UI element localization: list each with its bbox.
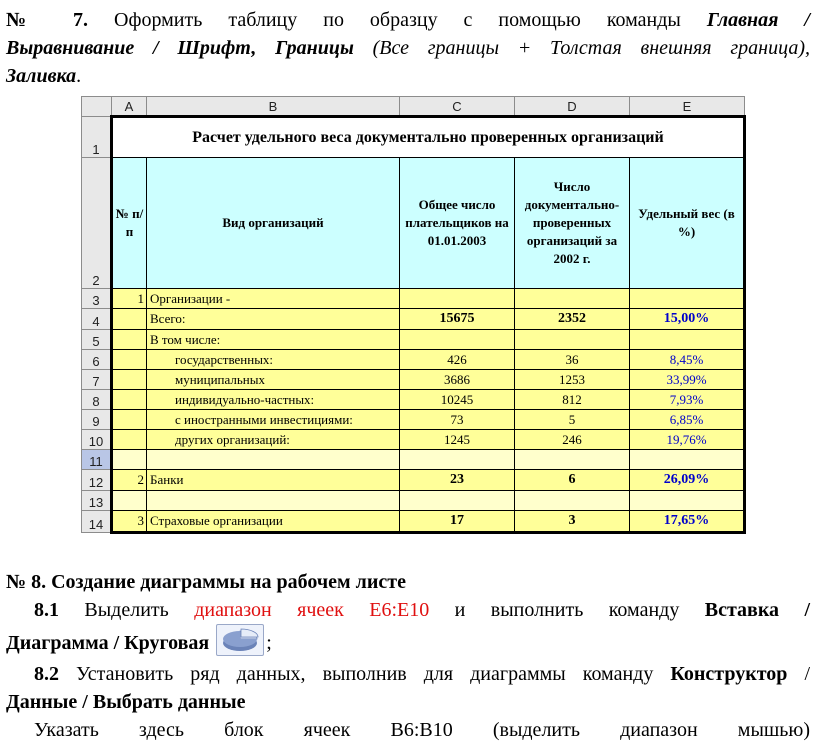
cell[interactable]: 15675: [400, 309, 515, 330]
cell[interactable]: [112, 430, 147, 450]
header-cell-number[interactable]: № п/п: [112, 158, 147, 289]
cell[interactable]: [630, 289, 745, 309]
cell[interactable]: 23: [400, 470, 515, 491]
cell[interactable]: 3: [515, 511, 630, 533]
cell[interactable]: 7,93%: [630, 390, 745, 410]
cell[interactable]: 812: [515, 390, 630, 410]
task7-cmd-align: Выравнивание / Шрифт, Границы: [6, 37, 354, 59]
step-8-1-number: 8.1: [34, 599, 59, 621]
cell[interactable]: 2: [112, 470, 147, 491]
cell[interactable]: В том числе:: [147, 330, 400, 350]
cell[interactable]: 1: [112, 289, 147, 309]
cell[interactable]: 26,09%: [630, 470, 745, 491]
cell[interactable]: 246: [515, 430, 630, 450]
table-row: [82, 330, 745, 350]
cell-range-highlight: диапазон ячеек Е6:Е10: [194, 599, 430, 621]
column-header-b[interactable]: B: [147, 97, 400, 117]
header-cell-total[interactable]: Общее число плательщиков на 01.01.2003: [400, 158, 515, 289]
cell[interactable]: [400, 289, 515, 309]
cell[interactable]: 17: [400, 511, 515, 533]
cell[interactable]: [630, 450, 745, 470]
cell[interactable]: с иностранными инвестициями:: [147, 410, 400, 430]
step-8-2-number: 8.2: [34, 663, 59, 685]
cell[interactable]: 73: [400, 410, 515, 430]
step-8-1-cmd-insert: Вставка /: [704, 599, 810, 621]
cell[interactable]: [112, 370, 147, 390]
row-header[interactable]: 6: [82, 350, 112, 370]
spreadsheet-table: [81, 96, 746, 534]
column-header-a[interactable]: A: [112, 97, 147, 117]
cell[interactable]: Всего:: [147, 309, 400, 330]
cell[interactable]: 8,45%: [630, 350, 745, 370]
cell[interactable]: [515, 289, 630, 309]
cell[interactable]: [400, 491, 515, 511]
column-header-c[interactable]: C: [400, 97, 515, 117]
cell[interactable]: 426: [400, 350, 515, 370]
cell[interactable]: Банки: [147, 470, 400, 491]
row-header[interactable]: 7: [82, 370, 112, 390]
cell[interactable]: индивидуально-частных:: [147, 390, 400, 410]
cell[interactable]: [147, 450, 400, 470]
row-header[interactable]: 2: [82, 158, 112, 289]
cell[interactable]: [112, 450, 147, 470]
table-row: [82, 450, 745, 470]
pie-chart-icon: [216, 624, 264, 656]
cell[interactable]: [515, 491, 630, 511]
table-row: [82, 370, 745, 390]
cell[interactable]: Организации -: [147, 289, 400, 309]
step-8-3-text: Указать здесь блок ячеек В6:В10 (выделить диапазон мышью): [34, 719, 810, 741]
cell[interactable]: 19,76%: [630, 430, 745, 450]
row-header[interactable]: 4: [82, 309, 112, 330]
task7-cmd-home: Главная /: [706, 9, 810, 31]
cell[interactable]: [112, 330, 147, 350]
header-cell-type[interactable]: Вид организаций: [147, 158, 400, 289]
column-header-e[interactable]: E: [630, 97, 745, 117]
row-header[interactable]: 1: [82, 117, 112, 158]
cell[interactable]: 17,65%: [630, 511, 745, 533]
row-header[interactable]: 5: [82, 330, 112, 350]
cell[interactable]: 3: [112, 511, 147, 533]
header-cell-checked[interactable]: Число документально-проверенных организаций за 2002 г.: [515, 158, 630, 289]
cell[interactable]: [400, 330, 515, 350]
task7-text: Оформить таблицу по образцу с помощью команды: [88, 9, 707, 31]
cell[interactable]: 6,85%: [630, 410, 745, 430]
table-row: [82, 430, 745, 450]
cell[interactable]: 36: [515, 350, 630, 370]
cell[interactable]: [630, 491, 745, 511]
cell[interactable]: 6: [515, 470, 630, 491]
cell[interactable]: 33,99%: [630, 370, 745, 390]
cell[interactable]: муниципальных: [147, 370, 400, 390]
cell[interactable]: [147, 491, 400, 511]
row-header[interactable]: 8: [82, 390, 112, 410]
task7-number: № 7.: [6, 9, 89, 31]
cell[interactable]: Страховые организации: [147, 511, 400, 533]
table-row: [82, 289, 745, 309]
table-row: [82, 410, 745, 430]
column-header-row: [82, 97, 745, 117]
cell[interactable]: [112, 350, 147, 370]
cell[interactable]: [112, 390, 147, 410]
cell[interactable]: 1253: [515, 370, 630, 390]
task7-borders-note: (Все границы + Толстая внешняя граница),: [353, 37, 810, 59]
task8-title: Создание диаграммы на рабочем листе: [46, 571, 406, 593]
cell[interactable]: других организаций:: [147, 430, 400, 450]
cell[interactable]: [112, 491, 147, 511]
table-row: [82, 117, 745, 158]
cell[interactable]: [515, 330, 630, 350]
row-header[interactable]: 3: [82, 289, 112, 309]
cell[interactable]: 5: [515, 410, 630, 430]
task8-number: № 8.: [6, 571, 47, 593]
task8-paragraph: № 8. Создание диаграммы на рабочем листе 8.1 Выделить диапазон ячеек Е6:Е10 и выполнить команду Вставка / Диаграмма / Круговая ; 8.2 Установить ряд данных, выполнив для диаграммы команду Конструктор / Данные / Выбрать данные Указать здесь блок ячеек В6:В10 (выделить диапазон мышью): [6, 571, 811, 741]
table-row: [82, 511, 745, 533]
row-header[interactable]: 13: [82, 491, 112, 511]
row-header-selected[interactable]: 11: [82, 450, 112, 470]
table-row: [82, 350, 745, 370]
column-header-d[interactable]: D: [515, 97, 630, 117]
task7-paragraph: № 7. Оформить таблицу по образцу с помощью команды Главная / Выравнивание / Шрифт, Границы (Все границы + Толстая внешняя граница), Заливка.: [6, 9, 810, 87]
table-row: [82, 470, 745, 491]
table-row: [82, 158, 745, 289]
row-header[interactable]: 14: [82, 511, 112, 533]
cell[interactable]: [400, 450, 515, 470]
header-cell-share[interactable]: Удельный вес (в %): [630, 158, 745, 289]
cell[interactable]: 10245: [400, 390, 515, 410]
cell[interactable]: [112, 309, 147, 330]
table-row: [82, 309, 745, 330]
cell[interactable]: [630, 330, 745, 350]
table-row: [82, 491, 745, 511]
step-8-2-cmd-data: Данные / Выбрать данные: [6, 691, 246, 713]
row-header[interactable]: 9: [82, 410, 112, 430]
cell[interactable]: [112, 410, 147, 430]
select-all-corner[interactable]: [82, 97, 112, 117]
step-8-1-cmd-chart: Диаграмма / Круговая: [6, 632, 210, 654]
cell[interactable]: [515, 450, 630, 470]
step-8-2-cmd-design: Конструктор: [670, 663, 788, 685]
row-header[interactable]: 10: [82, 430, 112, 450]
table-row: [82, 390, 745, 410]
cell[interactable]: 15,00%: [630, 309, 745, 330]
cell[interactable]: государственных:: [147, 350, 400, 370]
cell[interactable]: 1245: [400, 430, 515, 450]
cell[interactable]: 2352: [515, 309, 630, 330]
table-title[interactable]: Расчет удельного веса документально проверенных организаций: [112, 117, 745, 158]
task7-cmd-fill: Заливка: [6, 65, 77, 87]
row-header[interactable]: 12: [82, 470, 112, 491]
cell[interactable]: 3686: [400, 370, 515, 390]
